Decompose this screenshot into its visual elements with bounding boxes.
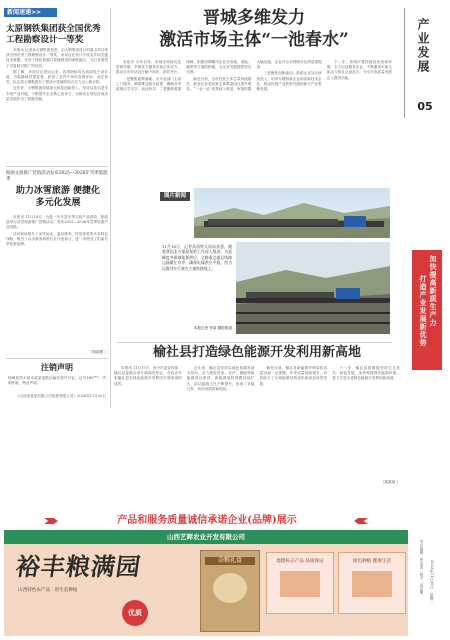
- main-headline-2: 激活市场主体“一池春水”: [159, 30, 349, 50]
- section-divider: [116, 342, 392, 343]
- agri-headline: 榆社县打造绿色能源开发利用新高地: [152, 345, 361, 360]
- notice-body: 杨峰获得太原市某某道路运输经营许可证，证号140***，声明作废，特此声明。: [8, 376, 106, 386]
- ad-feature-1-graphic: [280, 571, 320, 597]
- notice-title: 注销声明: [41, 362, 73, 372]
- ad-box-label: 杂粮礼盒: [205, 557, 255, 565]
- ad-banner-arrows-right: [354, 518, 368, 524]
- news-item-2-title: 助力冰雪旅游 便捷化 多元化发展: [15, 186, 101, 208]
- divider: [6, 166, 108, 167]
- paragraph: 本报讯 今年以来，晋城市持续优化营商环境，多维发力激发市场主体活力，推动全市经济运行稳中向好、质效齐升。: [116, 60, 182, 75]
- paragraph: 下一步，榆社县将继续坚持生态优先、绿色发展，加快构建现代能源体系，着力打造全省绿色能源开发利用新高地。: [332, 366, 400, 381]
- ad-feature-1-text: 地理标志产品 品质保证: [276, 559, 324, 564]
- paragraph: 据了解，该项目自投运以来，各项指标均达到或优于设计值，节能降耗效果显著，获得了业内专家的高度评价。此次获奖，标志着太钢集团在工程设计领域的综合实力迈上新台阶。: [6, 69, 108, 85]
- paragraph: 一是聚焦政策落地，全市各部门主动上门服务，精准推送惠企政策，确保各项政策应享尽享、直达快享。二是聚焦要素保障，积极协调解决企业在用地、用能、融资等方面的困难，为企业发展提供坚实支撑。: [116, 60, 252, 92]
- paragraph: 近年来，太钢集团持续加大科技创新投入，坚持以技术进步引领产业升级，不断提升企业核心竞争力，为推动全省经济高质量发展作出了积极贡献。: [6, 86, 108, 101]
- agri-article-body: [114, 366, 400, 476]
- news-flash-column: [4, 6, 110, 514]
- column-divider: [110, 8, 111, 408]
- ad-feature-2-text: 绿色种植 健康生活: [352, 559, 392, 564]
- ad-company-name: 山西艺晖农业开发有限公司: [167, 533, 245, 541]
- photo-feature-byline: 本报记者 李某 摄影报道: [193, 326, 232, 330]
- page-header-box: [404, 8, 443, 118]
- slogan-line-1: 打造产业发展新优势: [419, 275, 428, 347]
- news-flash-tag: 新闻速递>>: [4, 8, 57, 17]
- ad-brand-calligraphy: 裕丰粮满园: [14, 552, 144, 581]
- paragraph: 截至目前，全市经营主体总量持续增长，新登记各类经营主体数量同比提升明显。“一业一证”改革深入推进，审批时限大幅压缩，企业开办全程网办比例显著提高。: [186, 60, 322, 92]
- photo-feature-tag: 图片新闻: [160, 192, 190, 201]
- date-line: 2023年11月20日 星期一: [430, 560, 434, 604]
- agri-article-byline: （某某某 ）: [380, 480, 400, 484]
- news-item-1-title: 太原钢铁集团获全国优秀工程勘察设计一等奖: [6, 24, 101, 45]
- coal-train-photo: [194, 188, 390, 238]
- ad-badge: [122, 600, 148, 626]
- paragraph: 三是聚焦创新驱动，鼓励企业加大研发投入，培育专精特新企业和高新技术企业，推动传统产业转型升级和新兴产业集聚发展。: [256, 71, 322, 92]
- photo-feature-caption: 11月16日，记者从国铁太原局获悉，随着我国北方煤炭保供工作深入推进，为迎峰度冬保障能源供应，全路重点煤运线路运输繁忙有序，确保电煤供应平稳。图为运煤列车行驶在大秦铁路线上。: [162, 244, 232, 271]
- news-item-1-body: [6, 48, 108, 153]
- ad-product-note: 山西特色农产品 · 原生态种植: [18, 588, 78, 593]
- paragraph: 下一步，晋城市将持续优化营商环境，全力以赴服务企业，不断激发市场主体活力和社会创造力，为全市高质量发展注入强劲动能。: [326, 60, 392, 80]
- rail-yard-photo: [236, 242, 390, 334]
- paragraph: 截至目前，榆社县新能源并网装机容量达到一定规模，年发电量持续增长，有效助力了区域能源结构优化和绿色转型发展。: [259, 366, 328, 386]
- main-headline-1: 晋城多维发力: [203, 8, 305, 28]
- photo-feature-image: [194, 188, 390, 238]
- photo-feature: [160, 188, 390, 338]
- ad-feature-card-2: [338, 552, 406, 614]
- paragraph: 活动现场推介了冰雪运动、温泉康养、民俗体验等多条特色线路，吸引了众多游客和旅行社代表参与，进一步擦亮了阳曲冬季旅游品牌。: [6, 231, 108, 247]
- ad-product-box-1: [200, 550, 260, 632]
- ad-panel: [4, 530, 408, 636]
- ad-box-graphic: [213, 573, 247, 603]
- section-title: 产业发展: [416, 18, 430, 74]
- paragraph: 本报讯 记者从太钢集团获悉，由太钢集团设计的重点项目荣获全国优秀工程勘察设计一等奖。该项目在设计中攻克多项关键技术难题，实现了绿色低碳与智能制造的深度融合，为行业提供了可复制可推广的经验。: [6, 48, 108, 68]
- divider: [6, 358, 108, 359]
- main-article-body: [116, 60, 392, 188]
- news-item-2-byline: （阳曲报 ）: [88, 350, 108, 354]
- photo-feature-image-2: [236, 242, 390, 334]
- paragraph: 近年来，榆社县坚持以绿色低碳发展为导向，全力推进风电、光伏、储能等新能源项目建设，新能源装机规模持续扩大，清洁能源占比不断提升，形成了多能互补、协同发展的新格局。: [186, 366, 255, 391]
- ad-feature-2-graphic: [352, 571, 392, 597]
- ad-banner-title: 产品和服务质量诚信承诺企业(品牌)展示: [117, 515, 297, 526]
- ad-banner-arrows-left: [44, 518, 58, 524]
- news-item-2-pre-title: 阳曲文旅推广营销活动发布2025—2026年雪季旅游季: [6, 171, 108, 182]
- slogan-line-2: 加快提高新质生产力: [429, 255, 438, 327]
- paragraph: 本报讯 11月16日，为进一步丰富冬季文旅产品供给，阳曲县举行冰雪旅游推广营销活动，发布2025—2026年雪季旅游产品线路。: [6, 215, 108, 230]
- news-item-2-body: [6, 215, 108, 335]
- ad-banner-title-wrap: [4, 514, 404, 528]
- notice-footer: （山西省某某有限公司发展有限公司）2026年11月20日: [15, 394, 106, 398]
- ad-badge-text: 优质: [128, 608, 142, 617]
- edit-credits: 责任编辑：张冰清 校对：郑志刚: [420, 540, 424, 594]
- page-number: 05: [417, 100, 433, 113]
- ad-feature-card-1: [266, 552, 334, 614]
- paragraph: 本报讯 11月17日，晋中市委宣传部、榆社县委联合举办新闻发布会，介绍近年来榆社县在绿色能源开发利用方面取得的成效。: [114, 366, 182, 386]
